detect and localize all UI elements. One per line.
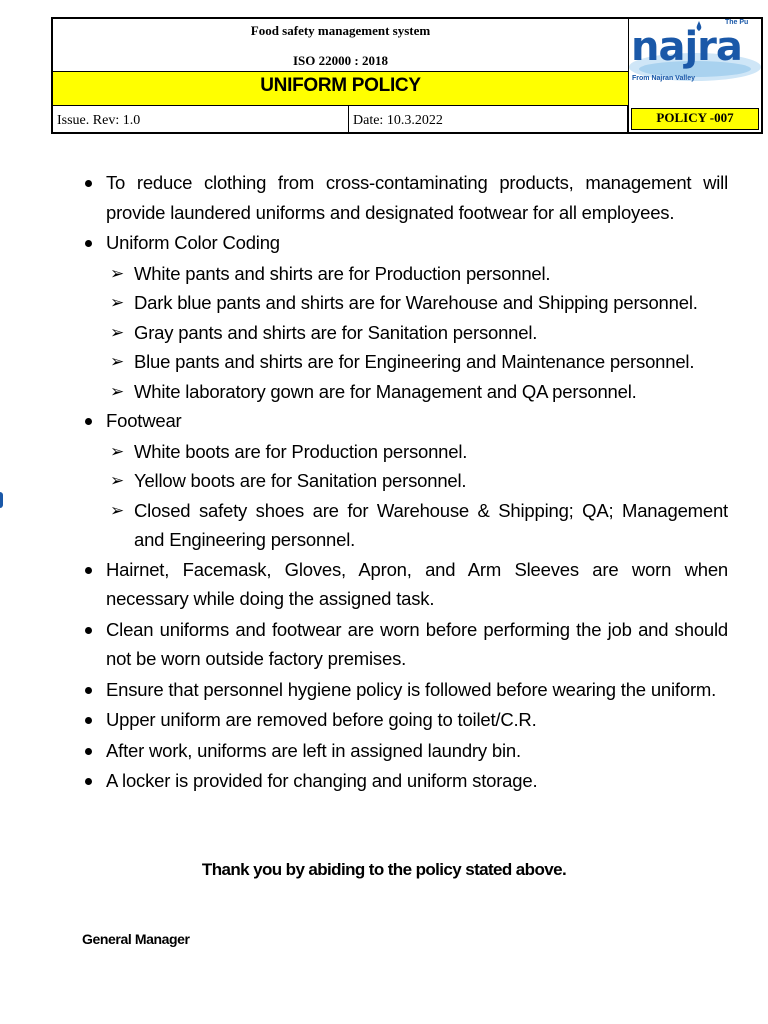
sub-list-item-text: Dark blue pants and shirts are for Warehouse and Shipping personnel. [134,292,698,313]
sub-list-item [82,437,728,467]
list-item [82,736,728,766]
list-item-text: A locker is provided for changing and uniform storage. [106,770,538,791]
document-header [51,17,763,134]
sub-list-item-text: White laboratory gown are for Management and QA personnel. [134,380,637,402]
arrow-bullet-icon: ➢ [110,352,125,371]
arrow-bullet-icon: ➢ [110,263,125,283]
issue-date: Date: 10.3.2022 [349,106,628,134]
sub-list-item-text: White boots are for Production personnel. [134,440,468,462]
issue-revision: Issue. Rev: 1.0 [53,106,349,134]
list-item-text: Clean uniforms and footwear are worn before performing the job and should not be worn outside factory premises. [106,618,728,669]
list-item-text: To reduce clothing from cross-contaminating products, management will provide laundered uniforms and designated footwear for all employees. [106,172,728,223]
logo-tagline: The Pu [725,19,749,26]
list-item [82,615,728,674]
bullet-icon [85,687,92,694]
list-item [82,766,728,796]
sub-list-item-text: Yellow boots are for Sanitation personnel. [134,470,467,491]
arrow-bullet-icon: ➢ [110,381,125,401]
sub-list-item [82,466,728,496]
header-standard: ISO 22000 : 2018 [293,53,388,68]
sub-list-item-text: White pants and shirts are for Production personnel. [134,262,551,284]
list-item-text: Footwear [106,410,182,431]
arrow-bullet-icon: ➢ [110,322,125,342]
policy-list [82,168,728,797]
closing-statement: Thank you by abiding to the policy stated above. [201,860,567,879]
list-item [82,406,728,436]
bullet-icon [85,627,92,634]
list-item [82,228,728,258]
bullet-icon [85,240,92,247]
list-item-text: Uniform Color Coding [106,232,280,253]
sub-list-item [82,347,728,377]
list-item-text: Upper uniform are removed before going to toilet/C.R. [106,709,537,730]
policy-number-cell [628,106,761,134]
bullet-icon [85,778,92,785]
sub-list-item [82,288,728,318]
list-item [82,675,728,705]
policy-number: POLICY -007 [631,108,759,130]
sub-list-item-text: Gray pants and shirts are for Sanitation personnel. [134,321,538,343]
arrow-bullet-icon: ➢ [110,293,125,312]
bullet-icon [85,418,92,425]
sub-list-item-text: Closed safety shoes are for Warehouse & Shipping; QA; Management and Engineering personnel. [134,499,728,550]
bullet-icon [85,567,92,574]
list-item-text: Hairnet, Facemask, Gloves, Apron, and Arm Sleeves are worn when necessary while doing the assigned task. [106,558,728,609]
logo-subtext: From Najran Valley [632,75,696,82]
header-title-block [53,19,628,71]
company-logo [628,19,761,106]
policy-title: UNIFORM POLICY [53,71,628,106]
header-system-name: Food safety management system [250,23,431,38]
arrow-bullet-icon: ➢ [110,441,125,461]
sub-list-item [82,259,728,289]
list-item [82,705,728,735]
sub-list-item-text: Blue pants and shirts are for Engineering and Maintenance personnel. [134,351,695,372]
sub-list-item [82,318,728,348]
logo-wordmark: najra [631,24,742,70]
bullet-icon [85,748,92,755]
list-item [82,168,728,227]
signature-title: General Manager [82,931,190,947]
arrow-bullet-icon: ➢ [110,500,125,520]
bullet-icon [85,717,92,724]
arrow-bullet-icon: ➢ [110,471,125,490]
list-item-text: Ensure that personnel hygiene policy is followed before wearing the uniform. [106,678,717,700]
list-item-text: After work, uniforms are left in assigned laundry bin. [106,739,521,761]
bullet-icon [85,180,92,187]
sub-list-item [82,377,728,407]
list-item [82,555,728,614]
page-edge-mark [0,492,3,508]
sub-list-item [82,496,728,555]
